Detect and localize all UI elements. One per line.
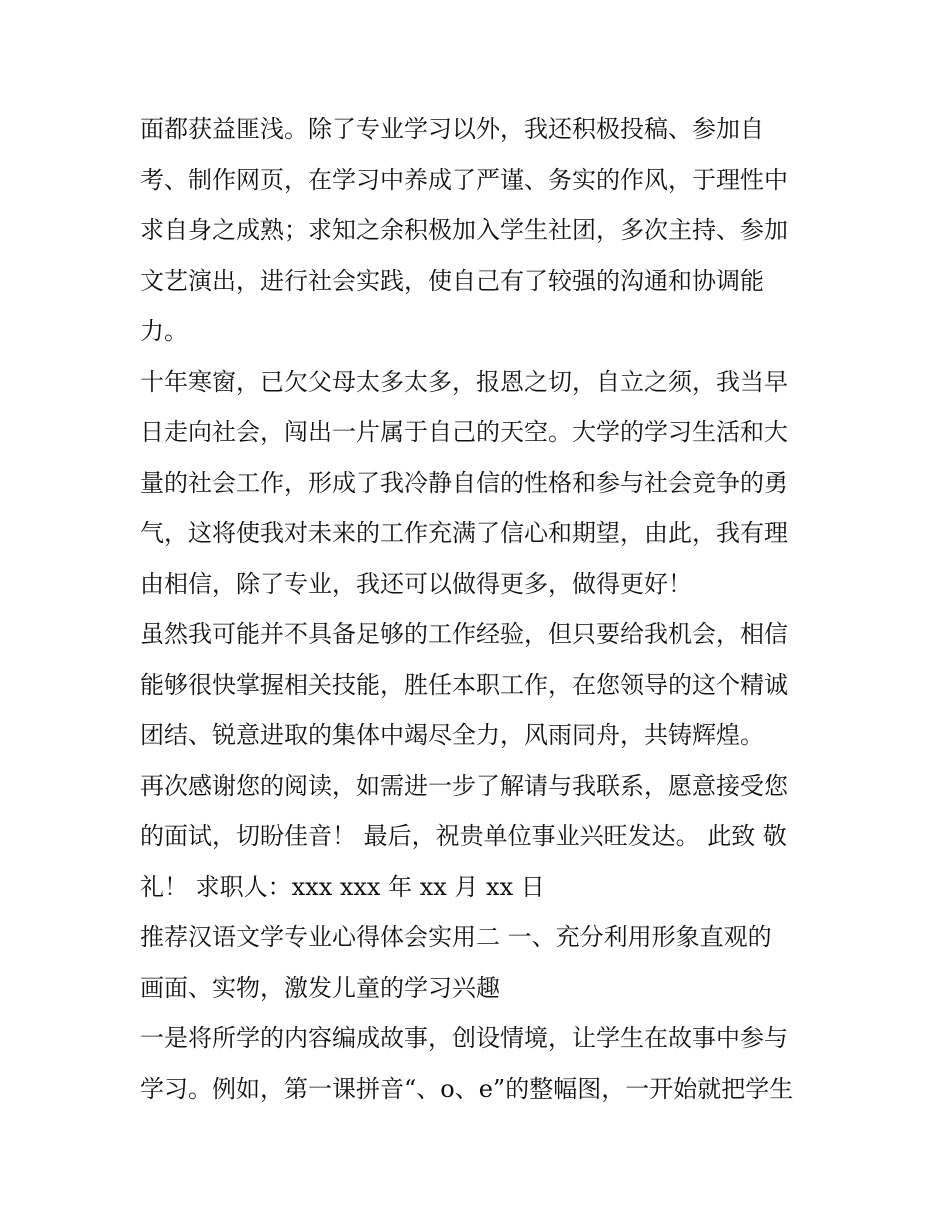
- text-line-17: 推荐汉语文学专业心得体会实用二 一、充分利用形象直观的: [140, 923, 772, 951]
- text-line-13: 团结、锐意进取的集体中竭尽全力，风雨同舟，共铸辉煌。: [140, 721, 764, 749]
- text-line-1: 面都获益匪浅。除了专业学习以外，我还积极投稿、参加自: [140, 115, 764, 143]
- text-line-5: 力。: [140, 317, 188, 345]
- body-text: [140, 104, 830, 1114]
- text-line-14: 再次感谢您的阅读，如需进一步了解请与我联系，愿意接受您: [140, 771, 788, 800]
- text-line-4: 文艺演出，进行社会实践，使自己有了较强的沟通和协调能: [140, 266, 764, 295]
- text-line-12: 能够很快掌握相关技能，胜任本职工作，在您领导的这个精诚: [140, 670, 788, 699]
- text-line-19: 一是将所学的内容编成故事，创设情境，让学生在故事中参与: [140, 1024, 788, 1052]
- text-line-3: 求自身之成熟；求知之余积极加入学生社团，多次主持、参加: [140, 216, 788, 244]
- text-line-15: 的面试，切盼佳音！ 最后，祝贵单位事业兴旺发达。 此致 敬: [140, 822, 787, 850]
- text-line-16: 礼！ 求职人：xxx xxx 年 xx 月 xx 日: [140, 872, 545, 901]
- text-line-2: 考、制作网页，在学习中养成了严谨、务实的作风，于理性中: [140, 165, 788, 194]
- text-line-11: 虽然我可能并不具备足够的工作经验，但只要给我机会，相信: [140, 620, 788, 648]
- text-line-6: 十年寒窗，已欠父母太多太多，报恩之切，自立之须，我当早: [140, 367, 788, 396]
- text-line-8: 量的社会工作，形成了我冷静自信的性格和参与社会竞争的勇: [140, 468, 788, 497]
- text-line-9: 气，这将使我对未来的工作充满了信心和期望，由此，我有理: [140, 519, 788, 547]
- text-line-20: 学习。例如，第一课拼音“、o、e”的整幅图，一开始就把学生: [140, 1074, 794, 1103]
- text-line-10: 由相信，除了专业，我还可以做得更多，做得更好！: [140, 569, 692, 598]
- text-line-18: 画面、实物，激发儿童的学习兴趣: [140, 973, 500, 1002]
- text-line-7: 日走向社会，闯出一片属于自己的天空。大学的学习生活和大: [140, 418, 788, 446]
